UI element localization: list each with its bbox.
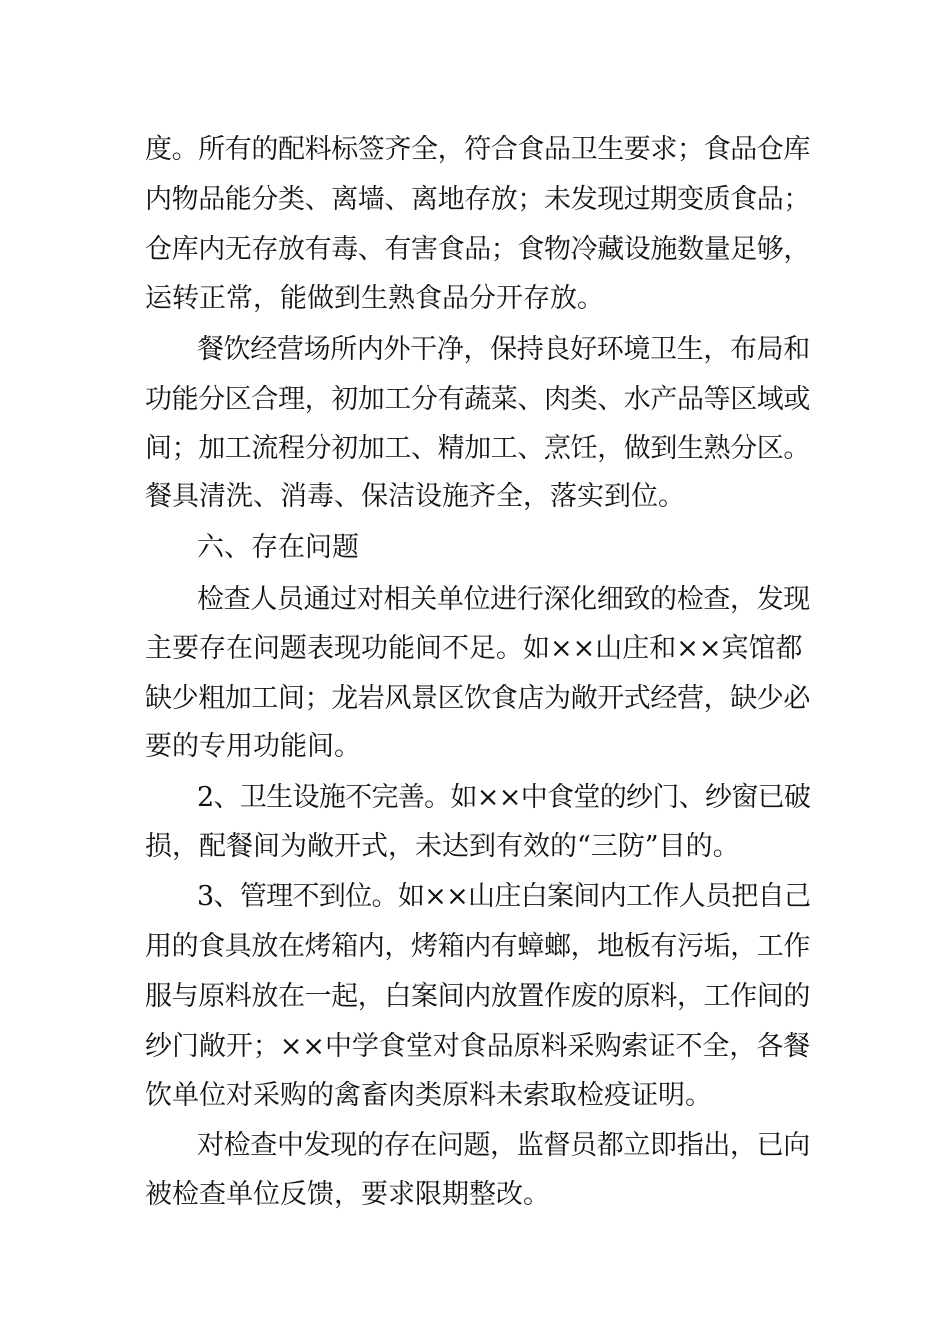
text-line: 要的专用功能间。	[145, 731, 361, 762]
text-line: 损，配餐间为敞开式，未达到有效的“三防”目的。	[145, 831, 740, 862]
text-line: 对检查中发现的存在问题，监督员都立即指出，已向	[197, 1130, 810, 1161]
text-line: 被检查单位反馈，要求限期整改。	[145, 1179, 550, 1210]
text-line: 餐饮经营场所内外干净，保持良好环境卫生，布局和	[197, 334, 810, 365]
text-line: 内物品能分类、离墙、离地存放；未发现过期变质食品；	[145, 184, 810, 215]
text-line: 检查人员通过对相关单位进行深化细致的检查，发现	[197, 584, 810, 615]
text-line: 运转正常，能做到生熟食品分开存放。	[145, 283, 604, 314]
text-line: 用的食具放在烤箱内，烤箱内有蟑螂，地板有污垢，工作	[145, 931, 810, 962]
text-line: 功能分区合理，初加工分有蔬菜、肉类、水产品等区域或	[145, 384, 810, 415]
text-line: 纱门敞开；××中学食堂对食品原料采购索证不全，各餐	[145, 1031, 811, 1062]
text-line: 间；加工流程分初加工、精加工、烹饪，做到生熟分区。	[145, 433, 810, 464]
section-heading: 六、存在问题	[197, 532, 359, 563]
text-line: 缺少粗加工间；龙岩风景区饮食店为敞开式经营，缺少必	[145, 683, 810, 714]
text-line: 饮单位对采购的禽畜肉类原料未索取检疫证明。	[145, 1080, 712, 1111]
text-line: 2、卫生设施不完善。如××中食堂的纱门、纱窗已破	[197, 782, 811, 813]
text-line: 3、管理不到位。如××山庄白案间内工作人员把自己	[197, 881, 811, 912]
text-line: 度。所有的配料标签齐全，符合食品卫生要求；食品仓库	[145, 134, 810, 165]
text-line: 服与原料放在一起，白案间内放置作废的原料，工作间的	[145, 981, 810, 1012]
text-line: 仓库内无存放有毒、有害食品；食物冷藏设施数量足够，	[145, 234, 810, 265]
text-line: 餐具清洗、消毒、保洁设施齐全，落实到位。	[145, 481, 685, 512]
text-line: 主要存在问题表现功能间不足。如××山庄和××宾馆都	[145, 633, 803, 664]
